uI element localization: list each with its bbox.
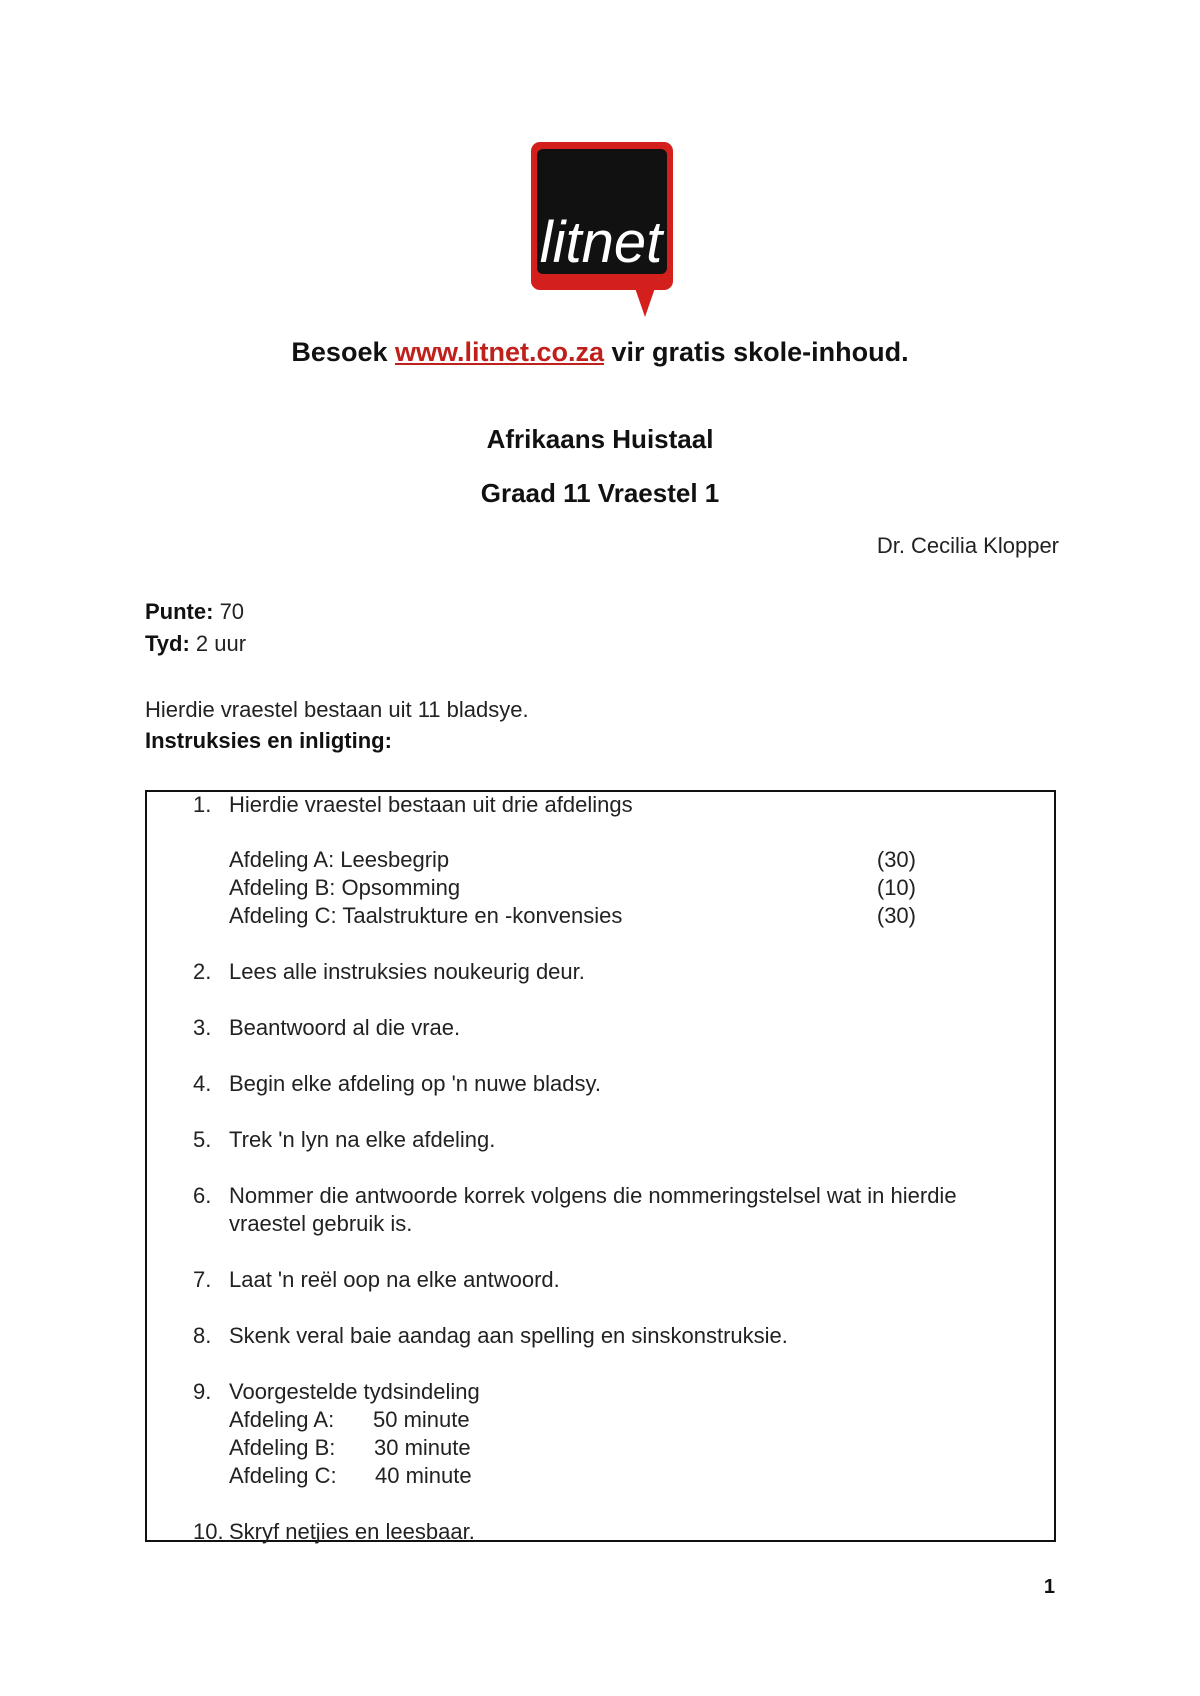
paper-title: Graad 11 Vraestel 1 [480, 478, 720, 508]
logo-wordmark: litnet [539, 210, 663, 275]
page-number: 1 [1043, 1576, 1055, 1598]
section-label: Afdeling B: Opsomming [229, 875, 461, 900]
item-number: 9. [193, 1379, 212, 1404]
visit-suffix: vir gratis skole-inhoud. [604, 337, 909, 367]
item-text: Nommer die antwoorde korrek volgens die nommeringstelsel wat in hierdie [229, 1183, 957, 1208]
item-number: 4. [193, 1071, 212, 1096]
timing-label: Afdeling B: [229, 1435, 336, 1460]
time-value: 2 uur [189, 631, 247, 656]
marks-line [145, 599, 244, 625]
item-text: Voorgestelde tydsindeling [229, 1379, 480, 1404]
item-text: Trek 'n lyn na elke afdeling. [229, 1127, 496, 1152]
author-name: Dr. Cecilia Klopper [876, 533, 1059, 558]
section-marks: (30) [876, 847, 916, 872]
timing-value: 50 minute [373, 1407, 470, 1432]
section-marks: (10) [876, 875, 916, 900]
litnet-link[interactable]: www.litnet.co.za [394, 337, 605, 367]
item-text: vraestel gebruik is. [229, 1211, 413, 1236]
time-label: Tyd: [145, 631, 190, 656]
item-number: 3. [193, 1015, 212, 1040]
timing-value: 30 minute [374, 1435, 471, 1460]
marks-value: 70 [213, 599, 245, 624]
item-number: 10. [193, 1519, 224, 1544]
marks-label: Punte: [145, 599, 214, 624]
section-marks: (30) [876, 903, 916, 928]
item-text: Begin elke afdeling op 'n nuwe bladsy. [229, 1071, 601, 1096]
instructions-heading: Instruksies en inligting: [145, 728, 392, 753]
litnet-logo-icon [531, 142, 673, 317]
item-number: 8. [193, 1323, 212, 1348]
timing-label: Afdeling A: [229, 1407, 335, 1432]
item-text: Beantwoord al die vrae. [229, 1015, 461, 1040]
item-number: 1. [193, 792, 212, 817]
item-text: Hierdie vraestel bestaan uit drie afdelings [229, 792, 633, 817]
item-number: 6. [193, 1183, 212, 1208]
time-line [145, 631, 246, 657]
item-text: Lees alle instruksies noukeurig deur. [229, 959, 585, 984]
section-label: Afdeling C: Taalstrukture en -konvensies [229, 903, 623, 928]
litnet-logo [531, 142, 673, 317]
subject-title: Afrikaans Huistaal [486, 424, 714, 454]
item-text: Skenk veral baie aandag aan spelling en sinskonstruksie. [229, 1323, 788, 1348]
visit-prefix: Besoek [291, 337, 395, 367]
section-label: Afdeling A: Leesbegrip [229, 847, 450, 872]
visit-line [0, 337, 1200, 368]
item-number: 5. [193, 1127, 212, 1152]
item-number: 7. [193, 1267, 212, 1292]
item-text: Laat 'n reël oop na elke antwoord. [229, 1267, 560, 1292]
timing-value: 40 minute [375, 1463, 472, 1488]
item-text: Skryf netjies en leesbaar. [229, 1519, 475, 1544]
item-number: 2. [193, 959, 212, 984]
pages-note: Hierdie vraestel bestaan uit 11 bladsye. [145, 697, 529, 722]
timing-label: Afdeling C: [229, 1463, 337, 1488]
